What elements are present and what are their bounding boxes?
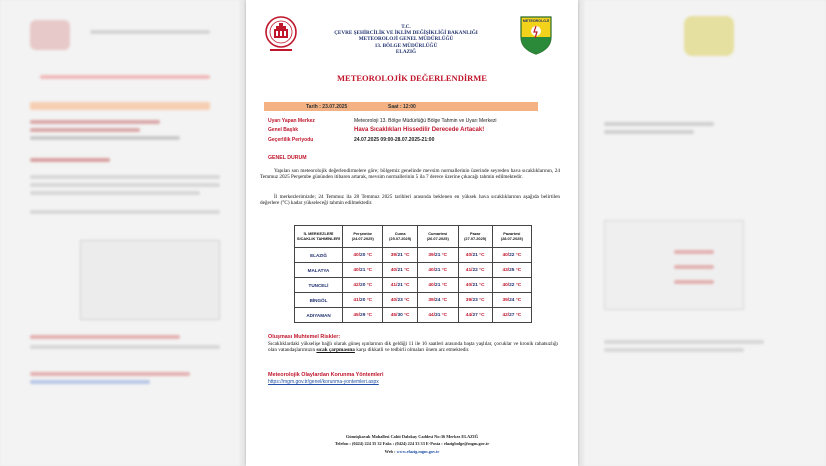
temp-unit: °C <box>515 297 522 303</box>
footer-address: Gümüşkavak Mahallesi Cahit Dalokay Caddesi No:36 Merkez ELAZIĞ <box>345 434 479 439</box>
table-temp-cell: 45/29 °C <box>343 308 383 323</box>
letterhead-general-directorate: METEOROLOJİ GENEL MÜDÜRLÜĞÜ <box>358 36 454 43</box>
table-temp-cell: 39/21 °C <box>417 248 458 263</box>
document-page <box>246 0 578 466</box>
table-row <box>295 293 532 308</box>
table-temp-cell: 43/25 °C <box>492 263 531 278</box>
max-temp-value: 40 <box>502 282 508 288</box>
table-temp-cell: 39/21 °C <box>383 248 417 263</box>
min-temp-value: 21 <box>360 267 366 273</box>
temp-unit: °C <box>404 267 410 273</box>
table-header-row <box>295 226 532 248</box>
min-temp-value: 22 <box>472 267 478 273</box>
min-temp-value: 25 <box>509 267 515 273</box>
table-day-header: Cumartesi (26.07.2025) <box>417 226 458 248</box>
meta-issuer-key: Uyarı Yapan Merkez <box>268 118 315 124</box>
max-temp-value: 42 <box>502 312 508 318</box>
max-temp-value: 39 <box>428 297 434 303</box>
min-temp-value: 21 <box>435 252 441 258</box>
min-temp-value: 22 <box>509 282 515 288</box>
meta-validity-key: Geçerlilik Periyodu <box>268 137 314 143</box>
min-temp-value: 22 <box>509 252 515 258</box>
temp-unit: °C <box>404 297 410 303</box>
min-temp-value: 21 <box>472 252 478 258</box>
table-city-cell: BİNGÖL <box>295 293 343 308</box>
table-temp-cell: 40/21 °C <box>417 278 458 293</box>
date-label: Tarih : 23.07.2025 <box>306 103 348 110</box>
table-temp-cell: 39/24 °C <box>417 293 458 308</box>
meta-validity-value: 24.07.2025 09:00-28.07.2025-21:00 <box>354 137 435 143</box>
risks-paragraph <box>268 341 558 353</box>
max-temp-value: 40 <box>390 267 397 273</box>
document-title: METEOROLOJİK DEĞERLENDİRME <box>337 73 487 83</box>
max-temp-value: 39 <box>465 297 472 303</box>
table-row <box>295 308 532 323</box>
footer-web-row <box>246 448 578 455</box>
temp-unit: °C <box>515 252 522 258</box>
footer-web-link[interactable]: www.elazig.mgm.gov.tr <box>396 448 440 454</box>
max-temp-value: 40 <box>428 282 434 288</box>
temp-unit: °C <box>404 252 410 258</box>
table-temp-cell: 41/20 °C <box>343 293 383 308</box>
min-temp-value: 23 <box>472 297 478 303</box>
temp-unit: °C <box>441 297 448 303</box>
temp-unit: °C <box>366 312 373 318</box>
letterhead-city: ELAZIĞ <box>395 48 417 55</box>
temp-unit: °C <box>366 282 373 288</box>
min-temp-value: 23 <box>397 297 403 303</box>
letterhead-ministry: ÇEVRE ŞEHİRCİLİK VE İKLİM DEĞİŞİKLİĞİ BAKANLIĞI <box>334 30 478 37</box>
temp-unit: °C <box>441 312 448 318</box>
table-temp-cell: 40/21 °C <box>343 263 383 278</box>
min-temp-value: 21 <box>397 252 403 258</box>
min-temp-value: 20 <box>360 297 366 303</box>
table-temp-cell: 40/20 °C <box>343 248 383 263</box>
temp-unit: °C <box>479 282 485 288</box>
temp-unit: °C <box>479 252 485 258</box>
table-temp-cell: 40/22 °C <box>492 248 531 263</box>
meteorology-logo-icon <box>518 13 554 55</box>
max-temp-value: 39 <box>390 252 397 258</box>
max-temp-value: 42 <box>353 282 359 288</box>
blurred-next-page <box>584 0 826 466</box>
table-temp-cell: 40/21 °C <box>383 263 417 278</box>
temperature-forecast-table <box>294 225 532 323</box>
max-temp-value: 40 <box>465 252 472 258</box>
temp-unit: °C <box>441 252 448 258</box>
temp-unit: °C <box>404 312 410 318</box>
temp-unit: °C <box>366 252 373 258</box>
table-temp-cell: 42/27 °C <box>492 308 531 323</box>
max-temp-value: 40 <box>428 267 434 273</box>
meta-headline-key: Genel Başlık <box>268 127 299 133</box>
general-status-heading: GENEL DURUM <box>268 155 307 161</box>
table-city-cell: MALATYA <box>295 263 343 278</box>
general-status-paragraph-1: Yapılan son meteorolojik değerlendirmelere göre; bölgemiz genelinde mevsim normallerinin üzerinde seyreden hava sıcaklıklarının, 24 Temmuz 2025 Perşembe gününden itibaren artarak, mevsim normallerinin 5 ila 7 derece üzerine çıkacağı tahmin edilmektedir. <box>260 168 560 181</box>
protection-link[interactable]: https://mgm.gov.tr/genel/korunma-yontemleri.aspx <box>268 379 379 385</box>
table-day-header: Cuma (25.07.2025) <box>383 226 417 248</box>
meteorology-logo-text: METEOROLOJİ <box>522 19 550 23</box>
max-temp-value: 45 <box>353 312 359 318</box>
temp-unit: °C <box>366 267 373 273</box>
temp-unit: °C <box>515 267 522 273</box>
table-day-header: Pazar (27.07.2025) <box>458 226 492 248</box>
max-temp-value: 44 <box>428 312 434 318</box>
table-city-cell: ADIYAMAN <box>295 308 343 323</box>
table-temp-cell: 39/23 °C <box>458 293 492 308</box>
risks-heading: Oluşması Muhtemel Riskler: <box>268 334 341 340</box>
temp-unit: °C <box>404 282 410 288</box>
footer <box>246 433 578 455</box>
min-temp-value: 30 <box>397 312 403 318</box>
temp-unit: °C <box>441 267 448 273</box>
table-temp-cell: 39/24 °C <box>492 293 531 308</box>
temp-unit: °C <box>515 282 522 288</box>
temp-unit: °C <box>441 282 448 288</box>
table-temp-cell: 44/27 °C <box>458 308 492 323</box>
min-temp-value: 29 <box>360 312 366 318</box>
protection-heading: Meteorolojik Olaylardan Korunma Yöntemleri <box>268 372 384 378</box>
table-row <box>295 263 532 278</box>
temp-unit: °C <box>479 297 485 303</box>
letterhead-regional: 13. BÖLGE MÜDÜRLÜĞÜ <box>374 42 438 49</box>
footer-phone: Telefon : (0424) 224 35 32 Faks : (0424) 224 33 33 E-Posta : elazigbolge@mgm.gov.tr <box>334 441 490 447</box>
letterhead <box>306 24 506 55</box>
min-temp-value: 24 <box>509 297 515 303</box>
meta-headline-value: Hava Sıcaklıkları Hissedilir Derecede Artacak! <box>354 126 485 133</box>
table-day-header: Perşembe (24.07.2025) <box>343 226 383 248</box>
table-temp-cell: 45/30 °C <box>383 308 417 323</box>
min-temp-value: 21 <box>435 267 441 273</box>
temp-unit: °C <box>366 297 373 303</box>
blurred-previous-page <box>0 0 240 466</box>
max-temp-value: 40 <box>390 297 397 303</box>
meta-issuer-value: Meteoroloji 13. Bölge Müdürlüğü Bölge Tahmin ve Uyarı Merkezi <box>354 118 497 124</box>
max-temp-value: 41 <box>465 267 472 273</box>
max-temp-value: 40 <box>353 252 359 258</box>
time-label: Saat : 12:00 <box>388 103 416 110</box>
table-city-cell: ELAZIĞ <box>295 248 343 263</box>
table-temp-cell: 40/22 °C <box>492 278 531 293</box>
table-temp-cell: 41/22 °C <box>458 263 492 278</box>
table-temp-cell: 42/20 °C <box>343 278 383 293</box>
max-temp-value: 40 <box>465 282 472 288</box>
min-temp-value: 20 <box>360 282 366 288</box>
min-temp-value: 31 <box>435 312 441 318</box>
temp-unit: °C <box>515 312 522 318</box>
temp-unit: °C <box>479 267 485 273</box>
table-row <box>295 278 532 293</box>
table-temp-cell: 41/21 °C <box>383 278 417 293</box>
min-temp-value: 21 <box>472 282 478 288</box>
min-temp-value: 21 <box>397 282 403 288</box>
max-temp-value: 39 <box>502 297 508 303</box>
risks-text-before: Sıcaklıklardaki yükselişe bağlı olarak güneş ışınlarının dik geldiği 11 ile 16 saatleri arasında başta yaşlılar, çocuklar ve kronik rahatsızlığı olan vatandaşlarımızın <box>268 341 558 354</box>
temp-unit: °C <box>479 312 485 318</box>
table-temp-cell: 40/21 °C <box>458 248 492 263</box>
table-temp-cell: 44/31 °C <box>417 308 458 323</box>
footer-web-label: Web : <box>384 448 396 454</box>
general-status-paragraph-2: İl merkezlerimizde; 24 Temmuz ila 28 Temmuz 2025 tarihleri arasında beklenen en yüksek hava sıcaklıklarının aşağıda belirtilen değerlere (°C) kadar yükseleceği tahmin edilmektedir. <box>260 194 560 207</box>
table-temp-cell: 40/21 °C <box>417 263 458 278</box>
table-corner-header: İL MERKEZLERİ SICAKLIK TAHMİNLERİ <box>295 226 343 248</box>
table-temp-cell: 40/23 °C <box>383 293 417 308</box>
max-temp-value: 40 <box>502 252 508 258</box>
table-row <box>295 248 532 263</box>
min-temp-value: 20 <box>360 252 366 258</box>
max-temp-value: 45 <box>390 312 397 318</box>
max-temp-value: 40 <box>353 267 359 273</box>
max-temp-value: 41 <box>353 297 359 303</box>
max-temp-value: 41 <box>390 282 397 288</box>
ministry-logo-icon <box>264 14 298 54</box>
min-temp-value: 27 <box>472 312 478 318</box>
risks-text-after: karşı dikkatli ve tedbirli olmaları önem arz etmektedir. <box>354 347 470 354</box>
risks-underlined-text: sıcak çarpmasına <box>316 347 355 354</box>
table-temp-cell: 40/21 °C <box>458 278 492 293</box>
min-temp-value: 27 <box>509 312 515 318</box>
letterhead-tc: T.C. <box>401 24 411 30</box>
table-day-header: Pazartesi (28.07.2025) <box>492 226 531 248</box>
date-bar <box>264 102 538 111</box>
table-city-cell: TUNCELİ <box>295 278 343 293</box>
max-temp-value: 39 <box>428 252 434 258</box>
min-temp-value: 21 <box>435 282 441 288</box>
min-temp-value: 21 <box>397 267 403 273</box>
max-temp-value: 44 <box>465 312 472 318</box>
max-temp-value: 43 <box>502 267 508 273</box>
min-temp-value: 24 <box>435 297 441 303</box>
